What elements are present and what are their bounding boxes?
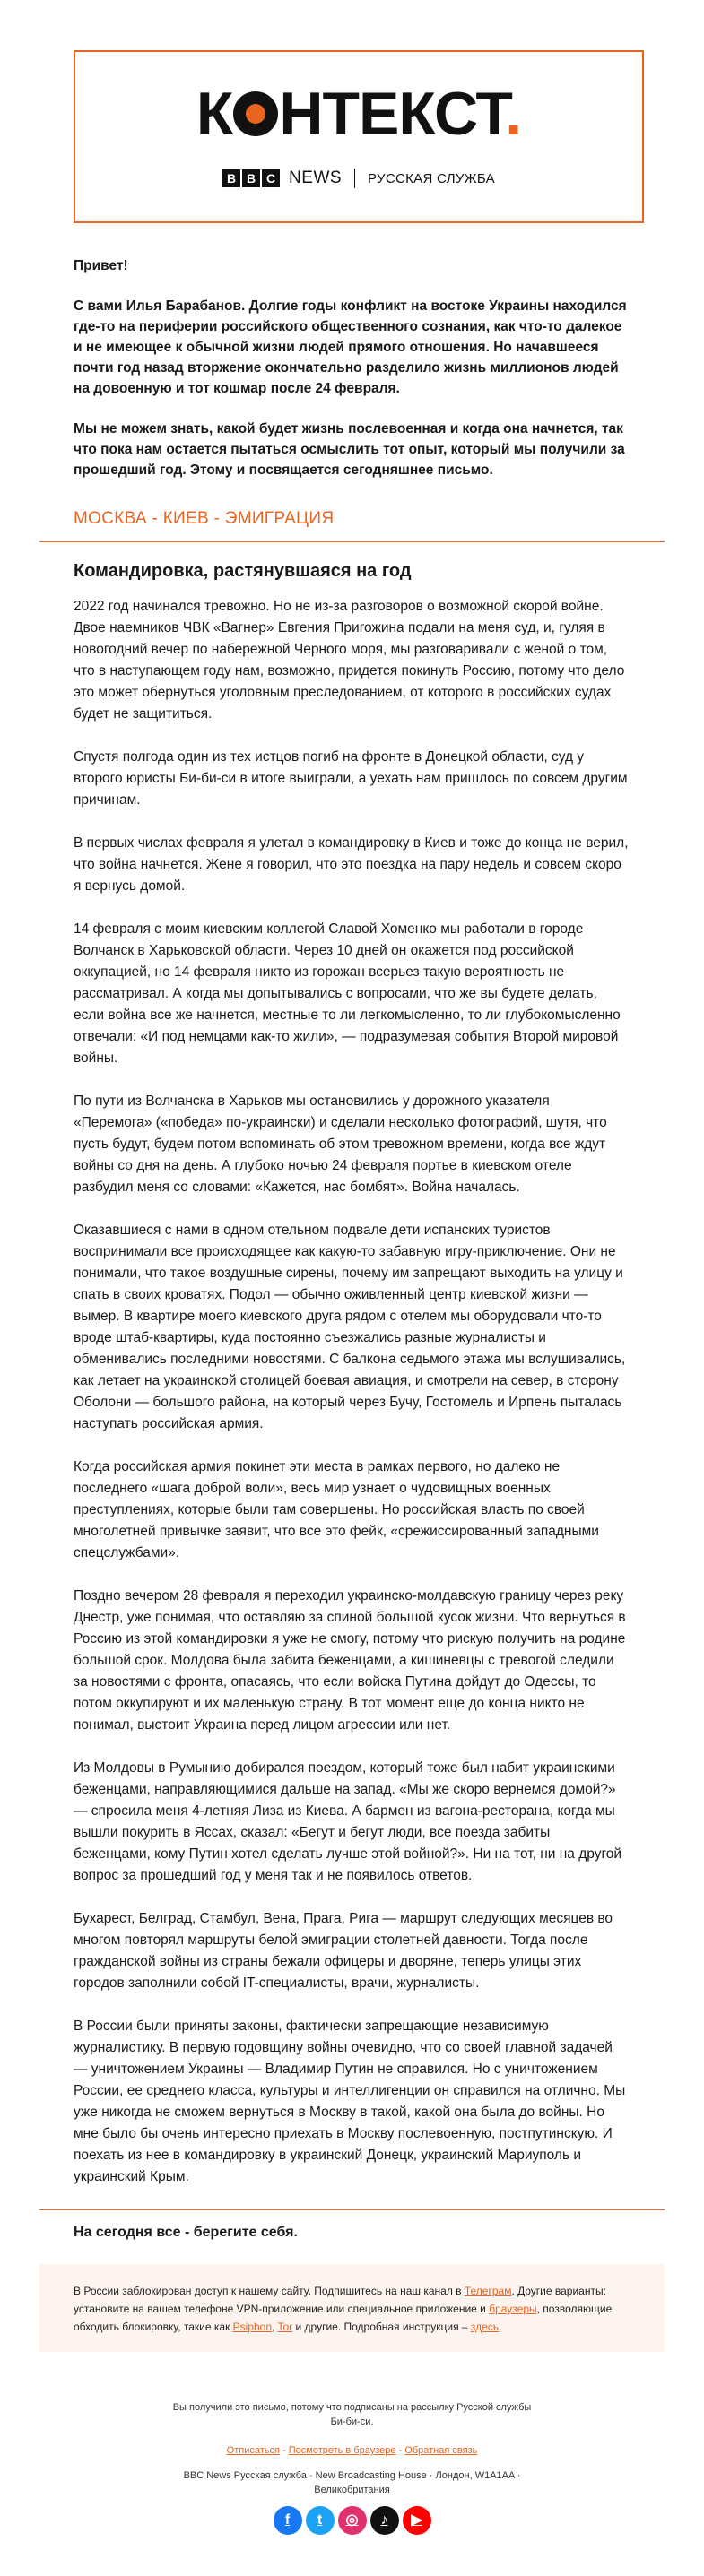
- logo-letters: НТЕКСТ: [279, 80, 506, 148]
- intro-section: [74, 255, 629, 480]
- logo-o-dot-icon: [233, 91, 278, 136]
- logo-period: .: [505, 80, 522, 148]
- article-paragraph: Бухарест, Белград, Стамбул, Вена, Прага, Рига — маршрут следующих месяцев во многом повторял маршруты белой эмиграции столетней давности. Тогда после гражданской войны из страны бежали офицеры и дворяне, теперь улицы этих городов заполнили собой IT-специалисты, врачи, журналисты.: [74, 1911, 613, 1991]
- article-paragraph: Из Молдовы в Румынию добирался поездом, который тоже был набит украинскими беженцами, направляющимися дальше на запад. «Мы же скоро вернемся домой?» — спросила меня 4-летняя Лиза из Киева. А бармен из вагона-ресторана, когда мы вышли покурить в Яссах, сказал: «Бегут и бегут люди, все поезда забиты беженцами, кому Путин хотел сделать лучше этой войной?». Ни на тот, ни на другой вопрос за прошедший год у меня так и не появилось ответов.: [74, 1760, 622, 1883]
- signoff-wrapper: [0, 2225, 704, 2535]
- brand-divider: [354, 169, 355, 188]
- tor-link[interactable]: Tor: [277, 2321, 293, 2333]
- tiktok-icon[interactable]: ♪: [370, 2506, 399, 2535]
- article-body: [74, 596, 629, 2188]
- link-separator: -: [279, 2445, 289, 2456]
- article-paragraph: Когда российская армия покинет эти места в рамках первого, но далеко не последнего «шага доброй воли», весь мир узнает о чудовищных военных преступлениях, которые были там совершены. Но российская власть по своей многолетней привычке заявит, что все это фейк, «срежиссированный западными спецслужбами».: [74, 1459, 599, 1560]
- bbc-letter: B: [242, 169, 260, 187]
- view-in-browser-link[interactable]: Посмотреть в браузере: [288, 2445, 396, 2456]
- signoff-text: На сегодня все - берегите себя.: [74, 2225, 298, 2240]
- footer-links: [39, 2443, 665, 2458]
- postal-address: BBC News Русская служба · New Broadcasting House · Лондон, W1A1AA · Великобритания: [183, 2470, 521, 2495]
- footer: [39, 2400, 665, 2535]
- bbc-brand-line: [75, 169, 642, 188]
- feedback-link[interactable]: Обратная связь: [404, 2445, 478, 2456]
- logo-letter-k: К: [196, 80, 233, 148]
- telegram-link[interactable]: Телеграм: [464, 2285, 512, 2297]
- psiphon-link[interactable]: Psiphon: [232, 2321, 273, 2333]
- article-paragraph: Оказавшиеся с нами в одном отельном подвале дети испанских туристов воспринимали все происходящее как какую-то забавную игру-приключение. Они не понимали, что такое воздушные сирены, почему им запрещают выходить на улицу и спать в своих кроватях. Подол — обычно оживленный центр киевской жизни — вымер. В квартире моего киевского друга рядом с отелем мы оборудовали что-то вроде штаб-квартиры, куда постоянно съезжались разные журналисты и обменивались последними новостями. С балкона седьмого этажа мы вслушивались, как летает на украинской столицей боевая авиация, и смотрели на север, в сторону Оболони — большого района, на который через Бучу, Гостомель и Ирпень пыталась наступать российская армия.: [74, 1223, 626, 1431]
- bbc-news-label: NEWS: [289, 169, 343, 187]
- notice-text: В России заблокирован доступ к нашему сайту. Подпишитесь на наш канал в: [74, 2285, 465, 2297]
- facebook-icon[interactable]: f: [274, 2506, 302, 2535]
- notice-text: . Другие варианты: установите на вашем телефоне VPN-приложение или специальное приложение и: [74, 2285, 606, 2315]
- notice-text: и другие. Подробная инструкция –: [292, 2321, 471, 2333]
- instagram-icon[interactable]: ◎: [338, 2506, 367, 2535]
- article-paragraph: Поздно вечером 28 февраля я переходил украинско-молдавскую границу через реку Днестр, уже понимая, что оставляю за спиной большой кусок жизни. Что вернуться в Россию из этой командировки я уже не смогу, потому что рискую получить на родине большой срок. Молдова была забита беженцами, а кишиневцы с тревогой следили за новостями с фронта, опасаясь, что если войска Путина дойдут до Одессы, то потом оккупируют и их маленькую страну. В тот момент еще до конца никто не понимал, выстоит Украина перед лицом агрессии или нет.: [74, 1588, 626, 1733]
- kontekst-logo: [75, 79, 642, 149]
- unsubscribe-link[interactable]: Отписаться: [226, 2445, 280, 2456]
- section-divider: [39, 541, 665, 542]
- intro-paragraph: С вами Илья Барабанов. Долгие годы конфликт на востоке Украины находился где-то на периферии российского общественного сознания, как что-то далекое и не имеющее к обычной жизни людей прямого отношения. Но начавшееся почти год назад вторжение окончательно разделило жизнь миллионов людей на довоенную и тот кошмар после 24 февраля.: [74, 298, 627, 396]
- article-paragraph: В России были приняты законы, фактически запрещающие независимую журналистику. В первую годовщину войны очевидно, что со своей главной задачей — уничтожением Украины — Владимир Путин не справился. Но с уничтожением России, ее среднего класса, культуры и интеллигенции он справился на отлично. Мы уже никогда не сможем вернуться в Москву в такой, какой она была до войны. Но мне было бы очень интересно приехать в Москву послевоенную, постпутинскую. И поехать из нее в командировку в украинский Донецк, украинский Мариуполь и украинский Крым.: [74, 2018, 626, 2184]
- instructions-link[interactable]: здесь: [470, 2321, 500, 2333]
- subscription-note: Вы получили это письмо, потому что подписаны на рассылку Русской службы Би-би-си.: [172, 2402, 532, 2427]
- article-paragraph: В первых числах февраля я улетал в командировку в Киев и тоже до конца не верил, что война начнется. Жене я говорил, что это поездка на пару недель и совсем скоро я вернусь домой.: [74, 835, 629, 894]
- newsletter-page: [0, 50, 704, 529]
- article-paragraph: По пути из Волчанска в Харьков мы остановились у дорожного указателя «Перемога» («победа» по-украински) и сделали несколько фотографий, шутя, что пусть будут, будем потом вспоминать об этом тревожном времени, когда все ждут войны со дня на день. А глубоко ночью 24 февраля портье в киевском отеле разбудил меня со словами: «Кажется, нас бомбят». Война началась.: [74, 1094, 607, 1195]
- article-wrapper: [0, 558, 704, 2188]
- article-paragraph: Спустя полгода один из тех истцов погиб на фронте в Донецкой области, суд у второго юристы Би-би-си в итоге выиграли, а уехать нам пришлось по совсем другим причинам.: [74, 749, 628, 808]
- article-paragraph: 14 февраля с моим киевским коллегой Славой Хоменко мы работали в городе Волчанск в Харьковской области. Через 10 дней он окажется под российской оккупацией, но 14 февраля никто из горожан всерьез такую вероятность не рассматривал. А когда мы допытывались с вопросами, что же вы будете делать, если война все же начнется, местные то ли легкомысленно, то ли глубокомысленно отвечали: «И под немцами как-то жили», — подразумевая события Второй мировой войны.: [74, 921, 621, 1066]
- blocking-notice: [39, 2264, 665, 2352]
- bbc-letter: B: [222, 169, 240, 187]
- greeting: Привет!: [74, 258, 128, 273]
- social-icons: [39, 2506, 665, 2535]
- notice-text: ,: [272, 2321, 278, 2333]
- masthead: [74, 50, 644, 223]
- russian-service-label: РУССКАЯ СЛУЖБА: [368, 170, 495, 186]
- notice-text: .: [499, 2321, 502, 2333]
- article-title: Командировка, растянувшаяся на год: [74, 561, 412, 581]
- article-paragraph: 2022 год начинался тревожно. Но не из-за разговоров о возможной скорой войне. Двое наемников ЧВК «Вагнер» Евгения Пригожина подали на меня суд, и, гуляя в новогодний вечер по набережной Черного моря, мы разговаривали с женой о том, что в наступающем году нам, возможно, придется покинуть Россию, потому что дело это может обернуться уголовным преследованием, от которого в российских судах будет не защититься.: [74, 599, 625, 722]
- section-label: МОСКВА - КИЕВ - ЭМИГРАЦИЯ: [74, 509, 335, 528]
- intro-paragraph: Мы не можем знать, какой будет жизнь послевоенная и когда она начнется, так что пока нам остается пытаться осмыслить тот опыт, который мы получили за прошедший год. Этому и посвящается сегодняшнее письмо.: [74, 421, 625, 478]
- bbc-letter: C: [262, 169, 280, 187]
- signoff-divider: [39, 2209, 665, 2210]
- link-separator: -: [395, 2445, 405, 2456]
- bbc-logo: [222, 169, 280, 187]
- notice-text: , позволяющие обходить блокировку, такие как: [74, 2303, 613, 2333]
- twitter-icon[interactable]: t: [306, 2506, 335, 2535]
- youtube-icon[interactable]: ▶: [403, 2506, 431, 2535]
- browsers-link[interactable]: браузеры: [489, 2303, 537, 2315]
